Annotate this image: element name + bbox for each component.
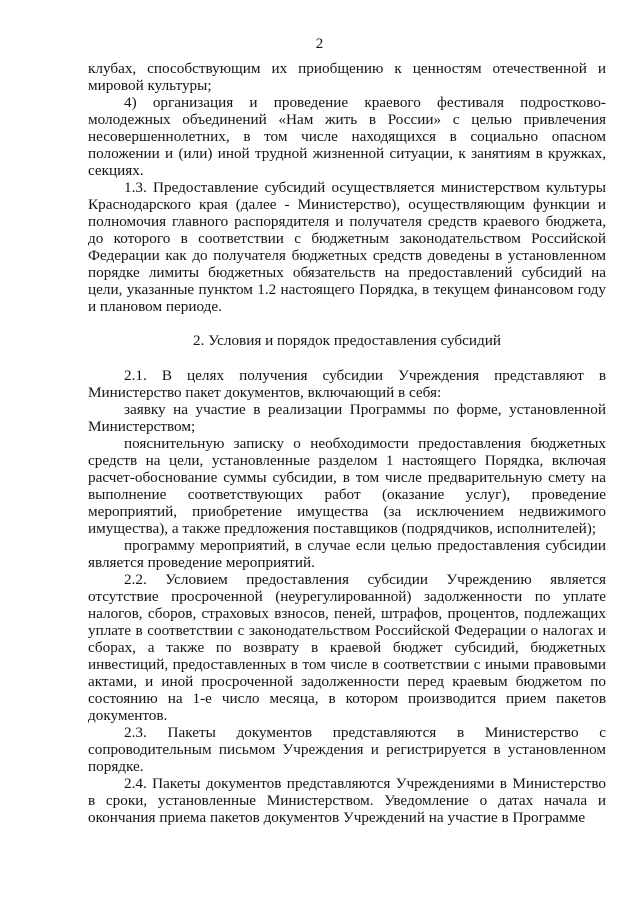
intro-text-block [88, 60, 606, 315]
section-title: 2. Условия и порядок предоставления субсидий [193, 332, 501, 349]
paragraph: 2.4. Пакеты документов представляются Учреждениями в Министерство в сроки, установленные Министерством. Уведомление о датах начала и окончания приема пакетов документов Учреждений на участие в Программе [88, 775, 606, 826]
paragraph: программу мероприятий, в случае если целью предоставления субсидии является проведение мероприятий. [88, 537, 606, 571]
paragraph: пояснительную записку о необходимости предоставления бюджетных средств на цели, установленные разделом 1 настоящего Порядка, включая расчет-обоснование суммы субсидии, в том числе предварительную смету на выполнение соответствующих работ (оказание услуг), проведение мероприятий, приобретение имущества (за исключением недвижимого имущества), а также предложения поставщиков (подрядчиков, исполнителей); [88, 435, 606, 537]
paragraph: 4) организация и проведение краевого фестиваля подростково-молодежных объединений «Нам жить в России» с целью привлечения несовершеннолетних, в том числе находящихся в социально опасном положении и (или) иной трудной жизненной ситуации, к занятиям в кружках, секциях. [88, 94, 606, 179]
paragraph: заявку на участие в реализации Программы по форме, установленной Министерством; [88, 401, 606, 435]
section-text-block [88, 367, 606, 826]
paragraph: 2.3. Пакеты документов представляются в Министерство с сопроводительным письмом Учреждения и регистрируется в установленном порядке. [88, 724, 606, 775]
paragraph: клубах, способствующим их приобщению к ценностям отечественной и мировой культуры; [88, 60, 606, 94]
paragraph: 2.1. В целях получения субсидии Учреждения представляют в Министерство пакет документов, включающий в себя: [88, 367, 606, 401]
page-number: 2 [315, 36, 324, 52]
paragraph: 2.2. Условием предоставления субсидии Учреждению является отсутствие просроченной (неурегулированной) задолженности по уплате налогов, сборов, страховых взносов, пеней, штрафов, процентов, подлежащих уплате в соответствии с законодательством Российской Федерации о налогах и сборах, а также по возврату в краевой бюджет субсидий, бюджетных инвестиций, предоставленных в том числе в соответствии с иными правовыми актами, и иной просроченной задолженности перед краевым бюджетом по состоянию на 1-е число месяца, в котором производится прием пакетов документов. [88, 571, 606, 724]
paragraph: 1.3. Предоставление субсидий осуществляется министерством культуры Краснодарского края (далее - Министерство), осуществляющим функции и полномочия главного распорядителя и получателя средств краевого бюджета, до которого в соответствии с бюджетным законодательством Российской Федерации как до получателя бюджетных средств доведены в установленном порядке лимиты бюджетных обязательств на предоставлений субсидий на цели, указанные пунктом 1.2 настоящего Порядка, в текущем финансовом году и плановом периоде. [88, 179, 606, 315]
